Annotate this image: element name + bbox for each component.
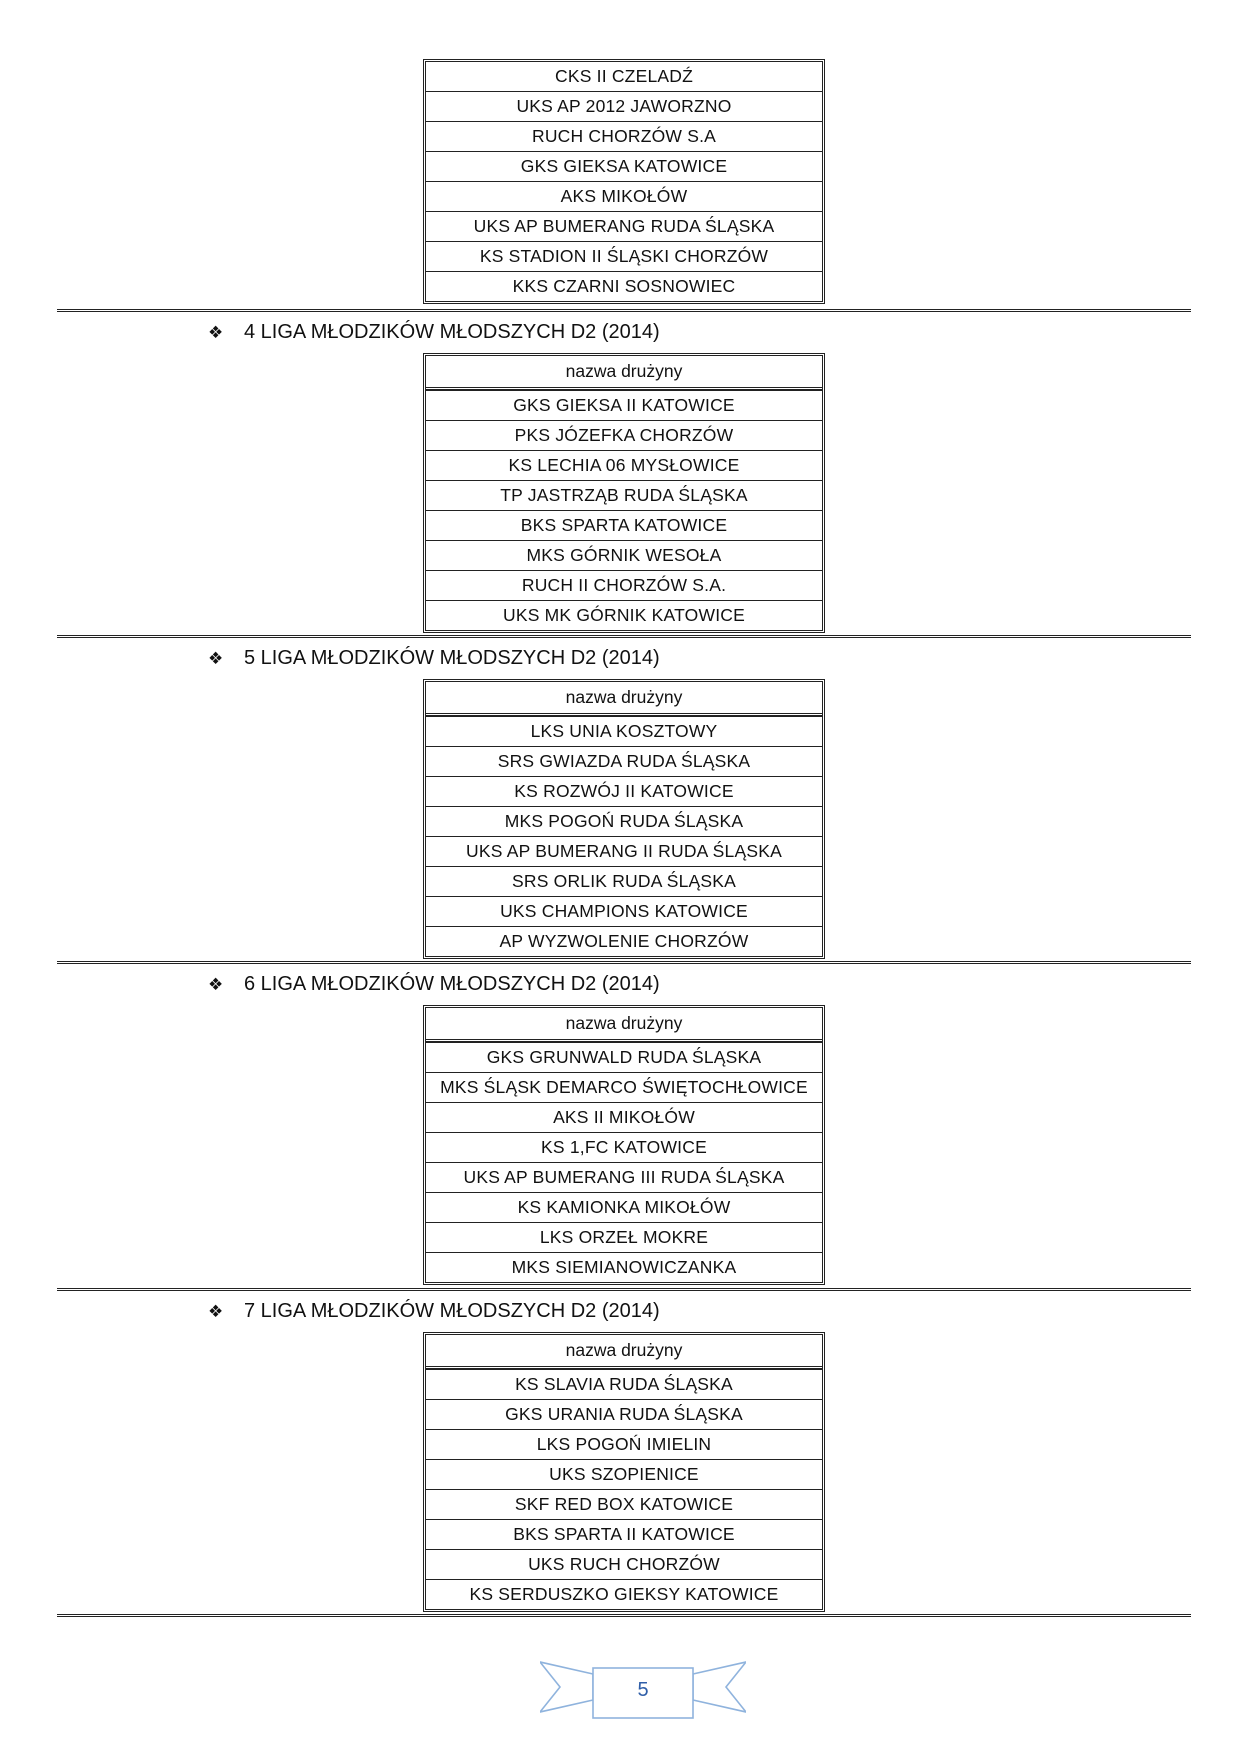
team-row: GKS URANIA RUDA ŚLĄSKA: [426, 1399, 822, 1429]
team-row: GKS GIEKSA KATOWICE: [426, 151, 822, 181]
team-row: SRS GWIAZDA RUDA ŚLĄSKA: [426, 746, 822, 776]
section-divider: [57, 961, 1191, 964]
team-table-top: [423, 59, 825, 304]
diamond-bullet-icon: ❖: [208, 1302, 224, 1321]
team-row: GKS GRUNWALD RUDA ŚLĄSKA: [426, 1042, 822, 1072]
team-row: MKS SIEMIANOWICZANKA: [426, 1252, 822, 1282]
team-row: KS 1,FC KATOWICE: [426, 1132, 822, 1162]
diamond-bullet-icon: ❖: [208, 323, 224, 342]
team-row: KS ROZWÓJ II KATOWICE: [426, 776, 822, 806]
league-heading: [208, 1296, 660, 1326]
diamond-bullet-icon: ❖: [208, 649, 224, 668]
team-table-liga-6: [423, 1005, 825, 1285]
team-row: KS SLAVIA RUDA ŚLĄSKA: [426, 1369, 822, 1399]
team-table-liga-4: [423, 353, 825, 633]
team-row: UKS SZOPIENICE: [426, 1459, 822, 1489]
team-row: GKS GIEKSA II KATOWICE: [426, 390, 822, 420]
table-header: nazwa drużyny: [426, 1335, 822, 1369]
team-row: KS LECHIA 06 MYSŁOWICE: [426, 450, 822, 480]
team-row: PKS JÓZEFKA CHORZÓW: [426, 420, 822, 450]
team-row: LKS UNIA KOSZTOWY: [426, 716, 822, 746]
league-title: 7 LIGA MŁODZIKÓW MŁODSZYCH D2 (2014): [244, 1300, 660, 1322]
team-row: UKS AP BUMERANG III RUDA ŚLĄSKA: [426, 1162, 822, 1192]
team-row: AKS II MIKOŁÓW: [426, 1102, 822, 1132]
team-row: AKS MIKOŁÓW: [426, 181, 822, 211]
team-row: BKS SPARTA II KATOWICE: [426, 1519, 822, 1549]
table-header: nazwa drużyny: [426, 356, 822, 390]
team-row: UKS RUCH CHORZÓW: [426, 1549, 822, 1579]
team-row: BKS SPARTA KATOWICE: [426, 510, 822, 540]
team-row: LKS ORZEŁ MOKRE: [426, 1222, 822, 1252]
league-heading: [208, 317, 660, 347]
team-row: UKS MK GÓRNIK KATOWICE: [426, 600, 822, 630]
league-title: 4 LIGA MŁODZIKÓW MŁODSZYCH D2 (2014): [244, 321, 660, 343]
team-row: KS SERDUSZKO GIEKSY KATOWICE: [426, 1579, 822, 1609]
team-row: MKS GÓRNIK WESOŁA: [426, 540, 822, 570]
league-title: 5 LIGA MŁODZIKÓW MŁODSZYCH D2 (2014): [244, 647, 660, 669]
league-heading: [208, 969, 660, 999]
league-heading: [208, 643, 660, 673]
team-row: LKS POGOŃ IMIELIN: [426, 1429, 822, 1459]
team-row: CKS II CZELADŹ: [555, 66, 693, 86]
team-row: KS STADION II ŚLĄSKI CHORZÓW: [426, 241, 822, 271]
diamond-bullet-icon: ❖: [208, 975, 224, 994]
team-row: KS KAMIONKA MIKOŁÓW: [426, 1192, 822, 1222]
team-row: AP WYZWOLENIE CHORZÓW: [426, 926, 822, 956]
table-header: nazwa drużyny: [426, 682, 822, 716]
team-row: UKS CHAMPIONS KATOWICE: [426, 896, 822, 926]
team-row: MKS ŚLĄSK DEMARCO ŚWIĘTOCHŁOWICE: [426, 1072, 822, 1102]
section-divider: [57, 1288, 1191, 1291]
team-table-liga-5: [423, 679, 825, 959]
section-divider: [57, 309, 1191, 312]
ribbon-right-tail: [693, 1662, 746, 1712]
team-row: SKF RED BOX KATOWICE: [426, 1489, 822, 1519]
team-row: UKS AP BUMERANG RUDA ŚLĄSKA: [426, 211, 822, 241]
team-row: UKS AP 2012 JAWORZNO: [426, 91, 822, 121]
team-row: SRS ORLIK RUDA ŚLĄSKA: [426, 866, 822, 896]
team-row: TP JASTRZĄB RUDA ŚLĄSKA: [426, 480, 822, 510]
league-title: 6 LIGA MŁODZIKÓW MŁODSZYCH D2 (2014): [244, 973, 660, 995]
team-row: MKS POGOŃ RUDA ŚLĄSKA: [426, 806, 822, 836]
team-row: KKS CZARNI SOSNOWIEC: [426, 271, 822, 301]
team-row: RUCH II CHORZÓW S.A.: [426, 570, 822, 600]
ribbon-left-tail: [540, 1662, 593, 1712]
team-row: RUCH CHORZÓW S.A: [426, 121, 822, 151]
section-divider: [57, 1614, 1191, 1617]
table-header: nazwa drużyny: [426, 1008, 822, 1042]
section-divider: [57, 635, 1191, 638]
team-table-liga-7: [423, 1332, 825, 1612]
team-row: UKS AP BUMERANG II RUDA ŚLĄSKA: [426, 836, 822, 866]
page-number: 5: [637, 1679, 649, 1701]
